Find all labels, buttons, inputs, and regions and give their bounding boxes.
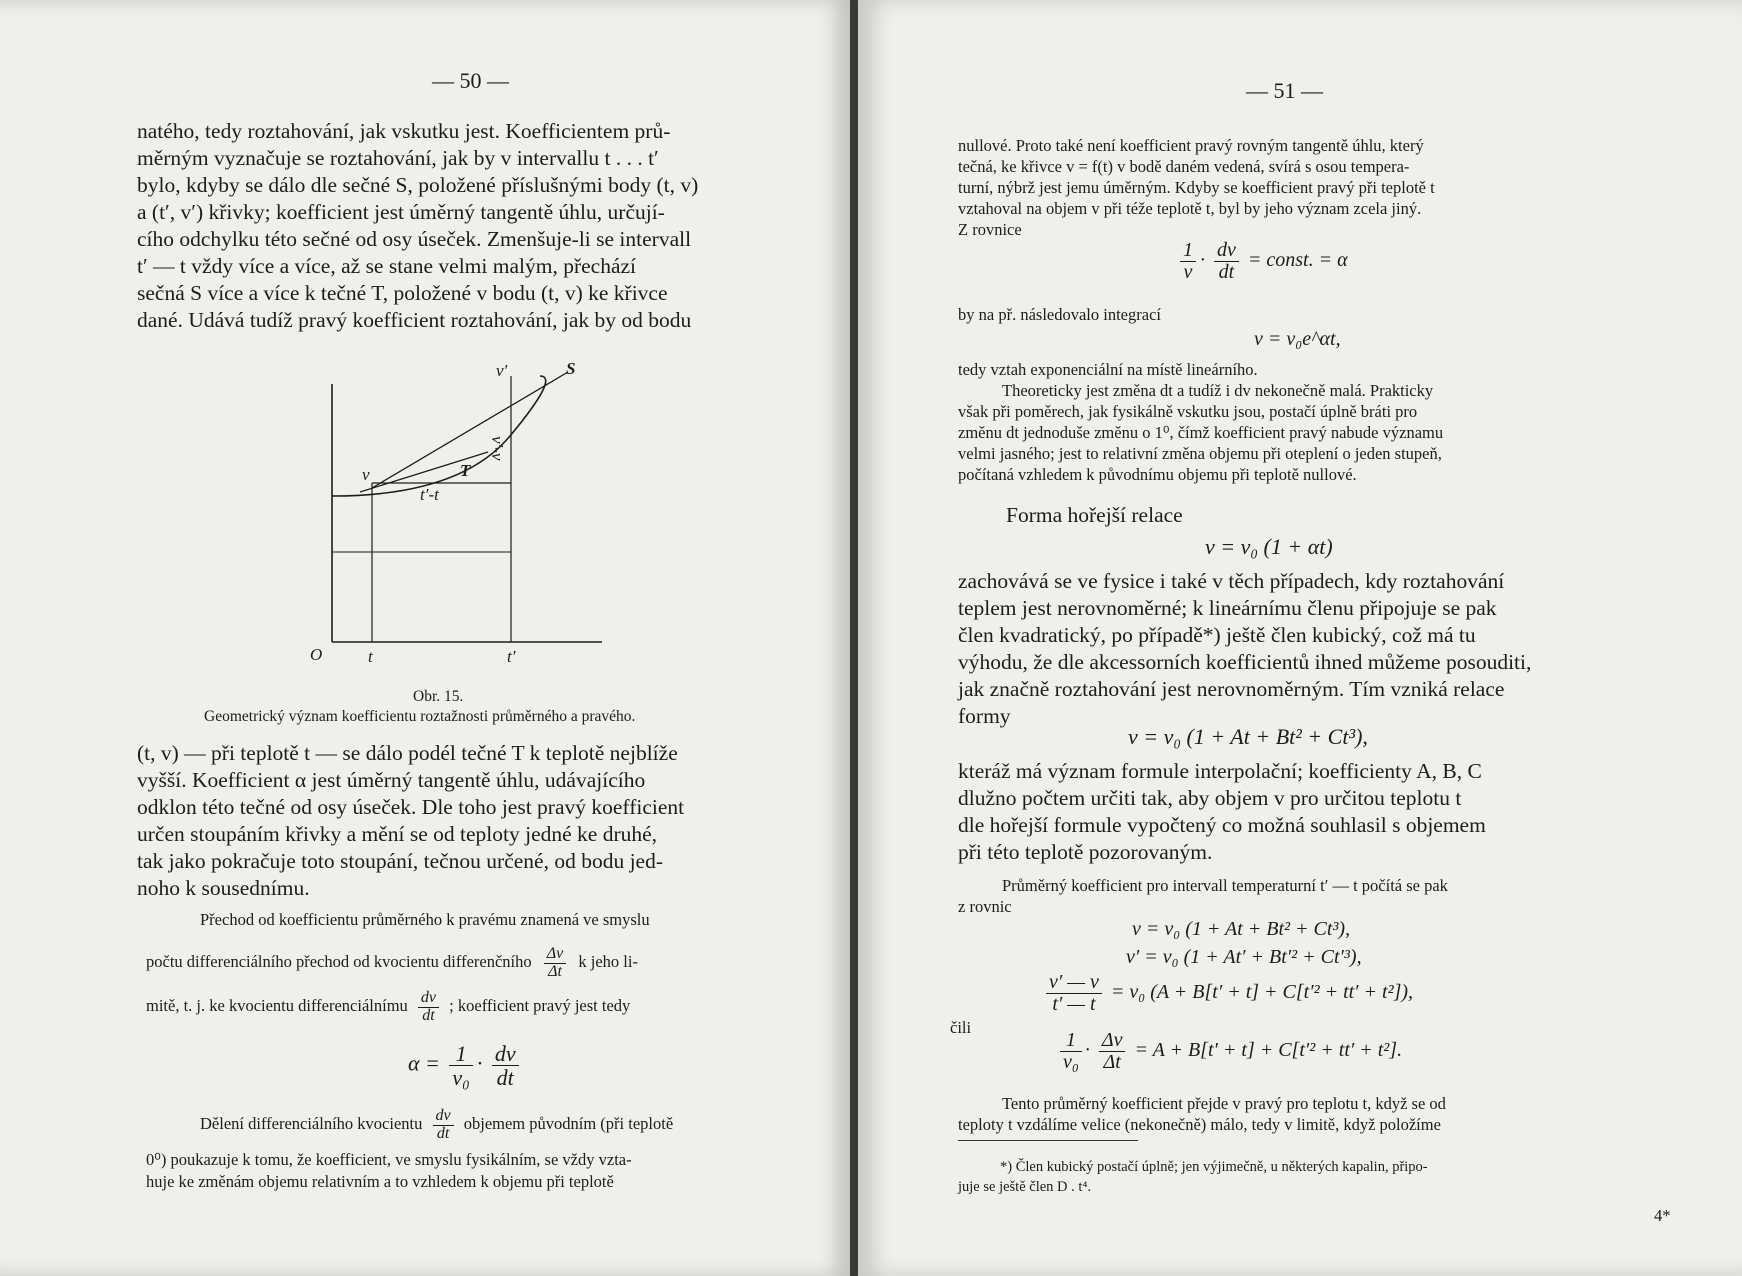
small-line: vztahoval na objem v při téže teplotě t, byl by jeho význam zcela jiný.: [958, 199, 1422, 218]
small-line: by na př. následovalo integrací: [958, 305, 1161, 324]
footnote-line: *) Člen kubický postačí úplně; jen výjimečně, u některých kapalin, připo-: [1000, 1159, 1428, 1175]
text-line: odklon této tečné od osy úseček. Dle toho jest pravý koefficient: [137, 795, 685, 819]
figure-caption: Geometrický význam koefficientu roztažnosti průměrného a pravého.: [204, 708, 636, 725]
text-line: teplem jest nerovnoměrné; k lineárnímu členu připojuje se pak: [958, 596, 1497, 620]
small-line: počtu differenciálního přechod od kvocientu differenčního $\frac{\Delta v}{\Delta t}$ k jeho li-: [146, 945, 638, 980]
equation-v: v = v₀ (1 + At + Bt² + Ct³),: [1132, 918, 1351, 940]
left-page: [0, 0, 850, 1276]
label-t: t: [368, 647, 373, 666]
equation-const: $\frac{1}{v}$ · $\frac{dv}{dt}$ = const. = α: [1176, 240, 1348, 283]
text-line: tak jako pokračuje toto stoupání, tečnou určené, od bodu jed-: [137, 849, 663, 873]
text-line: člen kvadratický, po případě*) ještě člen kubický, což má tu: [958, 623, 1476, 647]
text-line: měrným vyznačuje se roztahování, jak by v intervallu t . . . t′: [137, 146, 659, 170]
equation-cubic: v = v₀ (1 + At + Bt² + Ct³),: [1128, 724, 1368, 749]
text-line: při této teplotě pozorovaným.: [958, 840, 1213, 864]
text-line: dlužno počtem určiti tak, aby objem v pro určitou teplotu t: [958, 786, 1462, 810]
text-line: sečná S více a více k tečné T, položené v bodu (t, v) ke křivce: [137, 281, 668, 305]
page-number: — 51 —: [1246, 78, 1323, 103]
small-line: však při poměrech, jak fysikálně vskutku jsou, postačí úplně bráti pro: [958, 402, 1418, 421]
fraction-d: $\frac{dv}{dt}$: [418, 990, 439, 1025]
equation-v-prime: v′ = v₀ (1 + At′ + Bt′² + Ct′³),: [1126, 946, 1362, 968]
text-line: a (t′, v′) křivky; koefficient jest úměrný tangentě úhlu, určují-: [137, 200, 665, 224]
text-line: dle hořejší formule vypočtený co možná souhlasil s objemem: [958, 813, 1486, 837]
equation-exponential: v = v₀e^αt,: [1254, 328, 1341, 350]
label-T: T: [460, 461, 471, 480]
small-line: počítaná vzhledem k původnímu objemu při teplotě nullové.: [958, 465, 1357, 484]
small-line: huje ke změnám objemu relativním a to vzhledem k objemu při teplotě: [146, 1172, 614, 1191]
small-line: čili: [950, 1018, 972, 1037]
label-O: O: [310, 645, 323, 664]
text-line: výhodu, že dle akcessorních koefficientů ihned můžeme posouditi,: [958, 650, 1532, 674]
page-number: — 50 —: [432, 68, 509, 93]
small-line: Theoreticky jest změna dt a tudíž i dv nekonečně malá. Prakticky: [1002, 381, 1434, 400]
equation-linear: v = v₀ (1 + αt): [1205, 534, 1333, 559]
text-line: jak značně roztahování jest nerovnoměrným. Tím vzniká relace: [958, 677, 1505, 701]
equation-average: $\frac{1}{\text{v₀}}$ · $\frac{\Delta v}{\Delta t}$ = A + B[t′ + t] + C[t′² + tt′ + t²].: [1060, 1030, 1402, 1073]
label-vv: v′-v: [488, 436, 507, 461]
footnote-rule: [958, 1140, 1138, 1141]
label-v-prime: v′: [496, 361, 508, 380]
text-line: noho k sousednímu.: [137, 876, 310, 900]
equation-difference: $\frac{v' — v}{t' — t}$ = v₀ (A + B[t′ + t] + C[t′² + tt′ + t²]),: [1046, 972, 1413, 1015]
footnote-line: juje se ještě člen D . t⁴.: [958, 1179, 1092, 1195]
small-line: Dělení differenciálního kvocientu $\frac{dv}{dt}$ objemem původním (při teplotě: [200, 1107, 674, 1142]
equation-alpha: α = $\frac{1}{\text{v₀}}$ · $\frac{dv}{dt}$: [408, 1042, 523, 1089]
text-line: dané. Udává tudíž pravý koefficient roztahování, jak by od bodu: [137, 308, 692, 332]
text-line: (t, v) — při teplotě t — se dálo podél tečné T k teplotě nejblíže: [137, 741, 678, 765]
label-t-prime: t′: [507, 647, 516, 666]
text-line: formy: [958, 704, 1011, 728]
text-line: bylo, kdyby se dálo dle sečné S, položené příslušnými body (t, v): [137, 173, 699, 197]
fraction-delta: $\frac{\Delta v}{\Delta t}$: [544, 946, 567, 981]
small-line: turní, nýbrž jest jemu úměrným. Kdyby se koefficient pravý při teplotě t: [958, 178, 1435, 197]
small-line: tedy vztah exponenciální na místě lineárního.: [958, 360, 1258, 379]
small-line: mitě, t. j. ke kvocientu differenciálnímu $\frac{dv}{dt}$ ; koefficient pravý jest tedy: [146, 989, 631, 1024]
figure-diagram: [300, 359, 660, 666]
small-line: změnu dt jednoduše změnu o 1⁰, čímž koefficient pravý nabude významu: [958, 423, 1444, 442]
small-line: z rovnic: [958, 897, 1012, 916]
text-line: určen stoupáním křivky a mění se od teploty jedné ke druhé,: [137, 822, 658, 846]
signature-mark: 4*: [1654, 1206, 1671, 1225]
section-heading: Forma hořejší relace: [1006, 503, 1183, 527]
small-line: velmi jasného; jest to relativní změna objemu při oteplení o jeden stupeň,: [958, 444, 1442, 463]
small-line: nullové. Proto také není koefficient pravý rovným tangentě úhlu, který: [958, 136, 1424, 155]
label-tt: t′-t: [420, 485, 439, 504]
label-S: S: [566, 359, 576, 378]
figure-number: Obr. 15.: [413, 688, 464, 705]
small-line: Z rovnice: [958, 220, 1022, 239]
small-line: Tento průměrný koefficient přejde v pravý pro teplotu t, když se od: [1002, 1094, 1446, 1113]
text-line: kteráž má význam formule interpolační; koefficienty A, B, C: [958, 759, 1482, 783]
small-line: Průměrný koefficient pro intervall temperaturní t′ — t počítá se pak: [1002, 876, 1448, 895]
label-v: v: [362, 465, 370, 484]
text-line: natého, tedy roztahování, jak vskutku jest. Koefficientem prů-: [137, 119, 671, 143]
text-line: vyšší. Koefficient α jest úměrný tangentě úhlu, udávajícího: [137, 768, 646, 792]
right-page: [858, 0, 1742, 1276]
small-line: Přechod od koefficientu průměrného k pravému znamená ve smyslu: [200, 910, 650, 929]
text-line: zachovává se ve fysice i také v těch případech, kdy roztahování: [958, 569, 1505, 593]
text-line: cího odchylku této sečné od osy úseček. Zmenšuje-li se intervall: [137, 227, 692, 251]
small-line: tečná, ke křivce v = f(t) v bodě daném vedená, svírá s osou tempera-: [958, 157, 1410, 176]
small-line: 0⁰) poukazuje k tomu, že koefficient, ve smyslu fysikálním, se vždy vzta-: [146, 1150, 632, 1169]
small-line: teploty t vzdálíme velice (nekonečně) málo, tedy v limitě, když položíme: [958, 1115, 1441, 1134]
text-line: t′ — t vždy více a více, až se stane velmi malým, přechází: [137, 254, 637, 278]
